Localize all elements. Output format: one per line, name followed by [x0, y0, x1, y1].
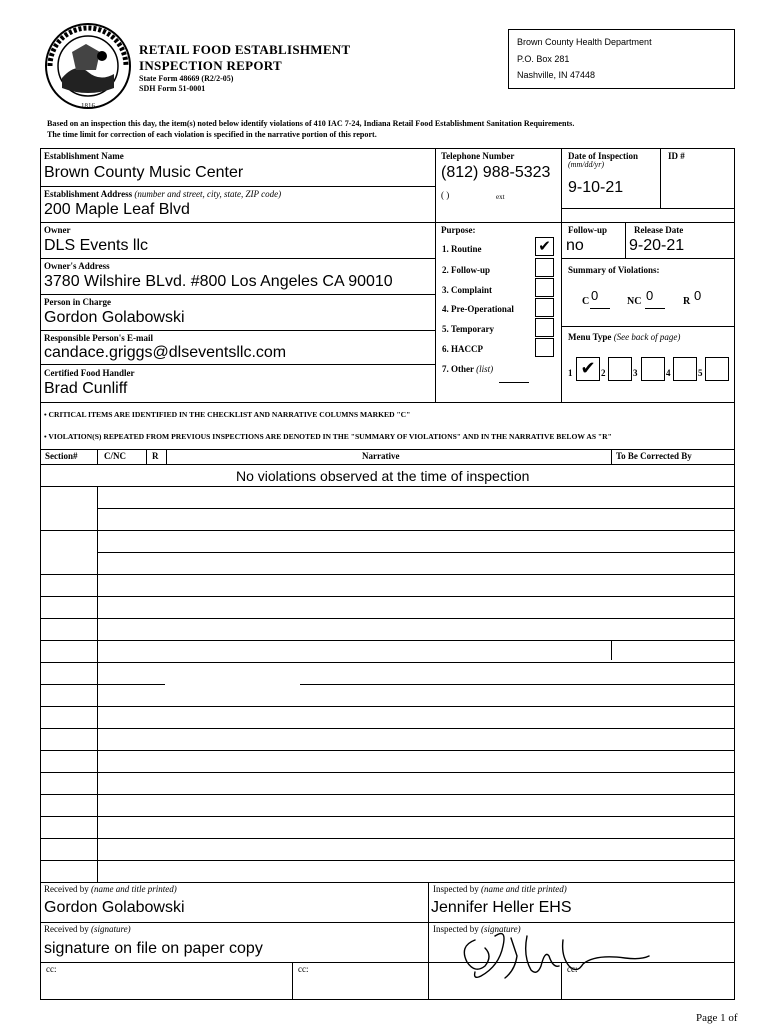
establishment-name-value[interactable]: Brown County Music Center: [44, 164, 244, 181]
col-narrative: Narrative: [362, 451, 400, 461]
form-title: RETAIL FOOD ESTABLISHMENT: [139, 42, 351, 57]
form-subtitle: INSPECTION REPORT: [139, 58, 282, 73]
department-name: Brown County Health Department: [517, 37, 652, 47]
cc-label-1: cc:: [46, 964, 57, 974]
department-po-box: P.O. Box 281: [517, 54, 570, 64]
col-r: R: [152, 451, 159, 461]
state-form-number: State Form 48669 (R2/2-05): [139, 74, 234, 83]
col-cnc: C/NC: [104, 451, 126, 461]
page-number: Page 1 of: [696, 1012, 738, 1024]
c-count[interactable]: 0: [591, 288, 599, 303]
followup-value[interactable]: no: [566, 237, 584, 254]
id-label: ID #: [668, 151, 685, 161]
certified-handler-label: Certified Food Handler: [44, 368, 135, 378]
critical-items-note: • CRITICAL ITEMS ARE IDENTIFIED IN THE CHECKLIST AND NARRATIVE COLUMNS MARKED "C": [44, 410, 411, 419]
menu-type-3-label: 3: [633, 368, 638, 378]
ext-label: ext: [496, 193, 505, 201]
email-value[interactable]: candace.griggs@dlseventsllc.com: [44, 344, 287, 361]
establishment-name-label: Establishment Name: [44, 151, 124, 161]
inspected-by-label: Inspected by (name and title printed): [433, 884, 567, 894]
telephone-value[interactable]: (812) 988-5323: [441, 164, 551, 181]
intro-line-1: Based on an inspection this day, the item(s) noted below identify violations of 410 IAC 7-24, Indiana Retail Food Establishment Sanitation Requirements.: [47, 119, 575, 128]
intro-line-2: The time limit for correction of each violation is specified in the narrative portion of this report.: [47, 130, 377, 139]
alt-phone-placeholder: ( ): [441, 190, 450, 200]
col-section: Section#: [45, 451, 78, 461]
purpose-temporary: 5. Temporary: [442, 324, 495, 334]
cc-label-2: cc:: [298, 964, 309, 974]
r-count[interactable]: 0: [694, 288, 702, 303]
date-of-inspection-label: Date of Inspection: [568, 151, 638, 161]
received-by-label: Received by (name and title printed): [44, 884, 177, 894]
person-in-charge-value[interactable]: Gordon Golabowski: [44, 309, 185, 326]
owner-label: Owner: [44, 225, 71, 235]
inspector-signature-image: [445, 926, 655, 986]
followup-label: Follow-up: [568, 225, 608, 235]
nc-count[interactable]: 0: [646, 288, 654, 303]
menu-type-2-label: 2: [601, 368, 606, 378]
menu-type-4-label: 4: [666, 368, 671, 378]
purpose-followup: 2. Follow-up: [442, 265, 491, 275]
purpose-preoperational: 4. Pre-Operational: [442, 304, 514, 314]
purpose-label: Purpose:: [441, 225, 476, 235]
release-date-label: Release Date: [634, 225, 684, 235]
inspector-signature-label: Inspected by (signature): [433, 924, 521, 934]
owners-address-value[interactable]: 3780 Wilshire BLvd. #800 Los Angeles CA 90010: [44, 273, 393, 290]
menu-type-5-label: 5: [698, 368, 703, 378]
date-format-hint: (mm/dd/yr): [568, 160, 604, 169]
purpose-followup-checkbox[interactable]: [535, 258, 554, 277]
menu-type-5-checkbox[interactable]: [705, 357, 729, 381]
date-of-inspection-value[interactable]: 9-10-21: [568, 179, 624, 196]
email-label: Responsible Person's E-mail: [44, 333, 154, 343]
department-box: [508, 29, 735, 89]
col-corrected-by: To Be Corrected By: [616, 451, 692, 461]
svg-text:1816: 1816: [81, 102, 95, 110]
received-signature-value[interactable]: signature on file on paper copy: [44, 940, 263, 957]
c-label: C: [582, 296, 590, 307]
menu-type-4-checkbox[interactable]: [673, 357, 697, 381]
purpose-other: 7. Other (list): [442, 364, 494, 374]
nc-label: NC: [627, 296, 642, 307]
menu-type-label: Menu Type (See back of page): [568, 332, 681, 342]
telephone-label: Telephone Number: [441, 151, 515, 161]
purpose-temporary-checkbox[interactable]: [535, 318, 554, 337]
menu-type-1-label: 1: [568, 368, 573, 378]
owner-value[interactable]: DLS Events llc: [44, 237, 149, 254]
state-seal-icon: [42, 22, 134, 110]
sdh-form-number: SDH Form 51-0001: [139, 84, 206, 93]
address-value[interactable]: 200 Maple Leaf Blvd: [44, 201, 190, 218]
menu-type-2-checkbox[interactable]: [608, 357, 632, 381]
menu-type-3-checkbox[interactable]: [641, 357, 665, 381]
received-by-name[interactable]: Gordon Golabowski: [44, 899, 185, 916]
release-date-value[interactable]: 9-20-21: [629, 237, 685, 254]
purpose-haccp-checkbox[interactable]: [535, 338, 554, 357]
purpose-preoperational-checkbox[interactable]: [535, 298, 554, 317]
summary-label: Summary of Violations:: [568, 265, 660, 275]
department-city: Nashville, IN 47448: [517, 70, 596, 80]
received-signature-label: Received by (signature): [44, 924, 131, 934]
purpose-haccp: 6. HACCP: [442, 344, 483, 354]
cc-label-3: cc:: [567, 964, 578, 974]
address-label: Establishment Address (number and street, city, state, ZIP code): [44, 189, 282, 199]
inspector-name[interactable]: Jennifer Heller EHS: [431, 899, 572, 916]
repeated-violations-note: • VIOLATION(S) REPEATED FROM PREVIOUS INSPECTIONS ARE DENOTED IN THE "SUMMARY OF VIOLATIONS" AND IN THE NARRATIVE BELOW AS "R": [44, 432, 612, 441]
menu-type-1-checkbox[interactable]: ✔: [576, 357, 600, 381]
purpose-routine-checkbox[interactable]: ✔: [535, 237, 554, 256]
purpose-routine: 1. Routine: [442, 244, 482, 254]
person-in-charge-label: Person in Charge: [44, 297, 111, 307]
r-label: R: [683, 296, 691, 307]
purpose-complaint-checkbox[interactable]: [535, 278, 554, 297]
certified-handler-value[interactable]: Brad Cunliff: [44, 380, 128, 397]
owners-address-label: Owner's Address: [44, 261, 110, 271]
no-violations-note: No violations observed at the time of inspection: [236, 468, 530, 484]
purpose-complaint: 3. Complaint: [442, 285, 493, 295]
